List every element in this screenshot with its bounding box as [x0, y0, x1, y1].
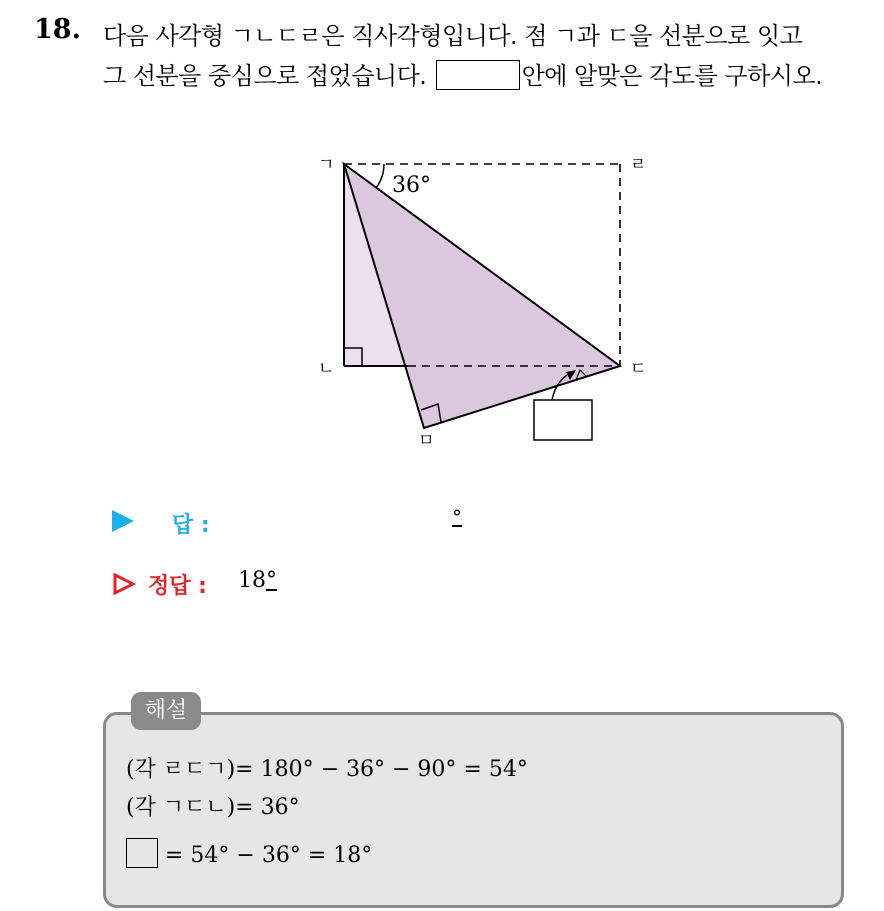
correct-value: [238, 568, 277, 593]
solution-line3-text: = 54° − 36° = 18°: [165, 843, 373, 868]
solution-line2: (각 ㄱㄷㄴ)= 36°: [126, 795, 300, 820]
vertex-label-a: ㄱ: [318, 155, 335, 175]
folded-triangle: [344, 164, 620, 428]
answer-label: 답 :: [172, 513, 210, 538]
question-blank-box: [436, 60, 520, 90]
correct-unit: °: [266, 568, 277, 593]
solution-line1: (각 ㄹㄷㄱ)= 180° − 36° − 90° = 54°: [126, 757, 528, 782]
angle-arc-a: [376, 164, 384, 188]
answer-arrow-icon: [112, 510, 134, 532]
vertex-label-e: ㅁ: [418, 431, 435, 450]
vertex-label-d: ㄹ: [630, 155, 647, 175]
question-text-after-blank: 안에 알맞은 각도를 구하시오.: [521, 62, 823, 90]
correct-arrow-icon: [112, 572, 136, 596]
answer-unit: °: [452, 505, 462, 529]
correct-number: 18: [238, 568, 266, 593]
vertex-label-c: ㄷ: [630, 359, 647, 379]
question-text-line2: [103, 56, 822, 91]
folded-rectangle-figure: [300, 140, 660, 450]
question-text-line1: 다음 사각형 ㄱㄴㄷㄹ은 직사각형입니다. 점 ㄱ과 ㄷ을 선분으로 잇고: [103, 22, 803, 50]
correct-label: 정답 :: [148, 574, 207, 599]
question-number: 18.: [34, 14, 81, 45]
solution-tab: 해설: [131, 692, 201, 730]
angle-label: 36°: [392, 173, 431, 198]
vertex-label-b: ㄴ: [318, 359, 335, 379]
figure-answer-box: [534, 400, 592, 440]
solution-blank-box: [126, 838, 158, 868]
question-text-before-blank: 그 선분을 중심으로 접었습니다.: [103, 62, 427, 90]
solution-line3: [126, 838, 372, 868]
